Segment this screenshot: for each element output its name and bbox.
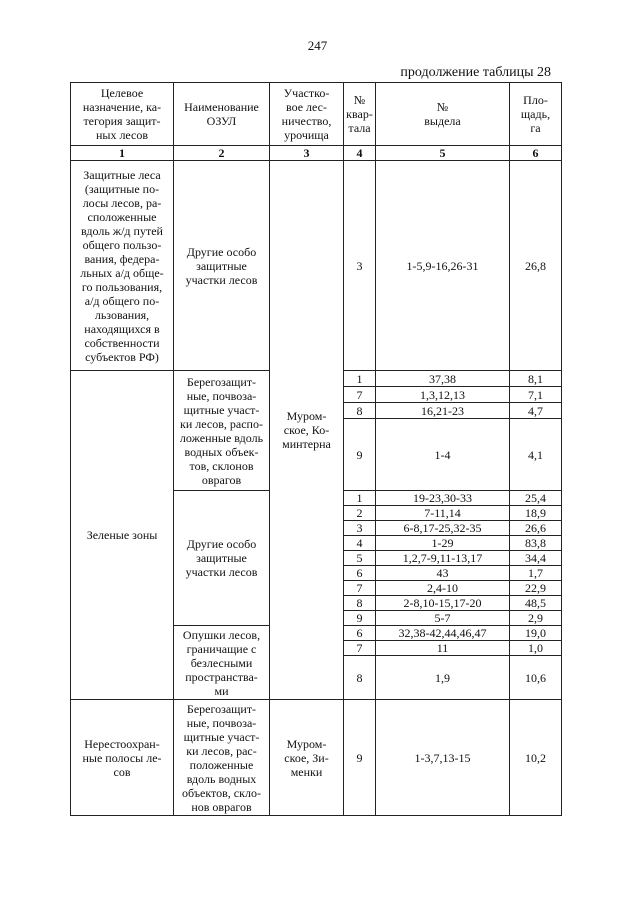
quarter-cell: 4 <box>344 536 376 551</box>
area-cell: 2,9 <box>510 611 562 626</box>
area-cell: 10,6 <box>510 656 562 700</box>
header-area: Пло- щадь, га <box>510 83 562 146</box>
area-cell: 26,8 <box>510 161 562 371</box>
ozul-other-protective-2: Другие особо защитные участки лесов <box>174 491 270 626</box>
column-number: 6 <box>510 146 562 161</box>
allotment-cell: 1-3,7,13-15 <box>376 700 510 816</box>
quarter-cell: 3 <box>344 521 376 536</box>
allotment-cell: 1,3,12,13 <box>376 387 510 403</box>
category-nonspawning-strips: Нерестоохран- ные полосы ле- сов <box>71 700 174 816</box>
quarter-cell: 8 <box>344 656 376 700</box>
allotment-cell: 5-7 <box>376 611 510 626</box>
ozul-coastal-protective: Берегозащит- ные, почвоза- щитные участ- ки лесов, распо- ложенные вдоль водных объек- тов, склонов оврагов <box>174 371 270 491</box>
quarter-cell: 5 <box>344 551 376 566</box>
category-protective-forests: Защитные леса (защитные по- лосы лесов, ра- сположенные вдоль ж/д путей общего пользо- вания, федера- льных а/д обще- го пользования, а/д общего по- льзования, находящихся в собственности субъектов РФ) <box>71 161 174 371</box>
quarter-cell: 1 <box>344 371 376 387</box>
area-cell: 26,6 <box>510 521 562 536</box>
column-number-row <box>71 146 562 161</box>
allotment-cell: 1-4 <box>376 419 510 491</box>
header-quarter: № квар- тала <box>344 83 376 146</box>
quarter-cell: 9 <box>344 700 376 816</box>
quarter-cell: 7 <box>344 641 376 656</box>
column-number: 1 <box>71 146 174 161</box>
allotment-cell: 1,9 <box>376 656 510 700</box>
area-cell: 10,2 <box>510 700 562 816</box>
header-purpose: Целевое назначение, ка- тегория защит- ных лесов <box>71 83 174 146</box>
header-ozul-name: Наименование ОЗУЛ <box>174 83 270 146</box>
area-cell: 1,7 <box>510 566 562 581</box>
column-number: 5 <box>376 146 510 161</box>
column-number: 2 <box>174 146 270 161</box>
ozul-coastal-protective-2: Берегозащит- ные, почвоза- щитные участ- ки лесов, рас- положенные вдоль водных объектов, скло- нов оврагов <box>174 700 270 816</box>
quarter-cell: 8 <box>344 403 376 419</box>
quarter-cell: 7 <box>344 387 376 403</box>
category-green-zones: Зеленые зоны <box>71 371 174 700</box>
allotment-cell: 19-23,30-33 <box>376 491 510 506</box>
allotment-cell: 2,4-10 <box>376 581 510 596</box>
area-cell: 34,4 <box>510 551 562 566</box>
area-cell: 4,1 <box>510 419 562 491</box>
table-continuation-caption: продолжение таблицы 28 <box>400 65 551 80</box>
allotment-cell: 6-8,17-25,32-35 <box>376 521 510 536</box>
quarter-cell: 6 <box>344 566 376 581</box>
area-cell: 25,4 <box>510 491 562 506</box>
area-cell: 19,0 <box>510 626 562 641</box>
allotment-cell: 32,38-42,44,46,47 <box>376 626 510 641</box>
forestry-muromskoe-zimenki: Муром- ское, Зи- менки <box>270 700 344 816</box>
quarter-cell: 9 <box>344 419 376 491</box>
table-row <box>71 161 562 371</box>
ozul-other-protective: Другие особо защитные участки лесов <box>174 161 270 371</box>
allotment-cell: 2-8,10-15,17-20 <box>376 596 510 611</box>
area-cell: 1,0 <box>510 641 562 656</box>
allotment-cell: 1,2,7-9,11-13,17 <box>376 551 510 566</box>
allotment-cell: 11 <box>376 641 510 656</box>
allotment-cell: 16,21-23 <box>376 403 510 419</box>
area-cell: 4,7 <box>510 403 562 419</box>
forestry-muromskoe-komintern: Муром- ское, Ко- минтерна <box>270 161 344 700</box>
quarter-cell: 1 <box>344 491 376 506</box>
quarter-cell: 9 <box>344 611 376 626</box>
header-row <box>71 83 562 146</box>
header-forestry: Участко- вое лес- ничество, урочища <box>270 83 344 146</box>
quarter-cell: 3 <box>344 161 376 371</box>
ozul-forest-edges: Опушки лесов, граничащие с безлесными пространства- ми <box>174 626 270 700</box>
page-number: 247 <box>307 38 328 53</box>
table-row <box>71 700 562 816</box>
area-cell: 7,1 <box>510 387 562 403</box>
column-number: 4 <box>344 146 376 161</box>
allotment-cell: 1-29 <box>376 536 510 551</box>
allotment-cell: 43 <box>376 566 510 581</box>
allotment-cell: 37,38 <box>376 371 510 387</box>
forest-table <box>70 82 562 816</box>
quarter-cell: 6 <box>344 626 376 641</box>
area-cell: 18,9 <box>510 506 562 521</box>
allotment-cell: 7-11,14 <box>376 506 510 521</box>
column-number: 3 <box>270 146 344 161</box>
area-cell: 48,5 <box>510 596 562 611</box>
quarter-cell: 8 <box>344 596 376 611</box>
area-cell: 83,8 <box>510 536 562 551</box>
quarter-cell: 2 <box>344 506 376 521</box>
allotment-cell: 1-5,9-16,26-31 <box>376 161 510 371</box>
area-cell: 22,9 <box>510 581 562 596</box>
header-allotment: № выдела <box>376 83 510 146</box>
area-cell: 8,1 <box>510 371 562 387</box>
quarter-cell: 7 <box>344 581 376 596</box>
